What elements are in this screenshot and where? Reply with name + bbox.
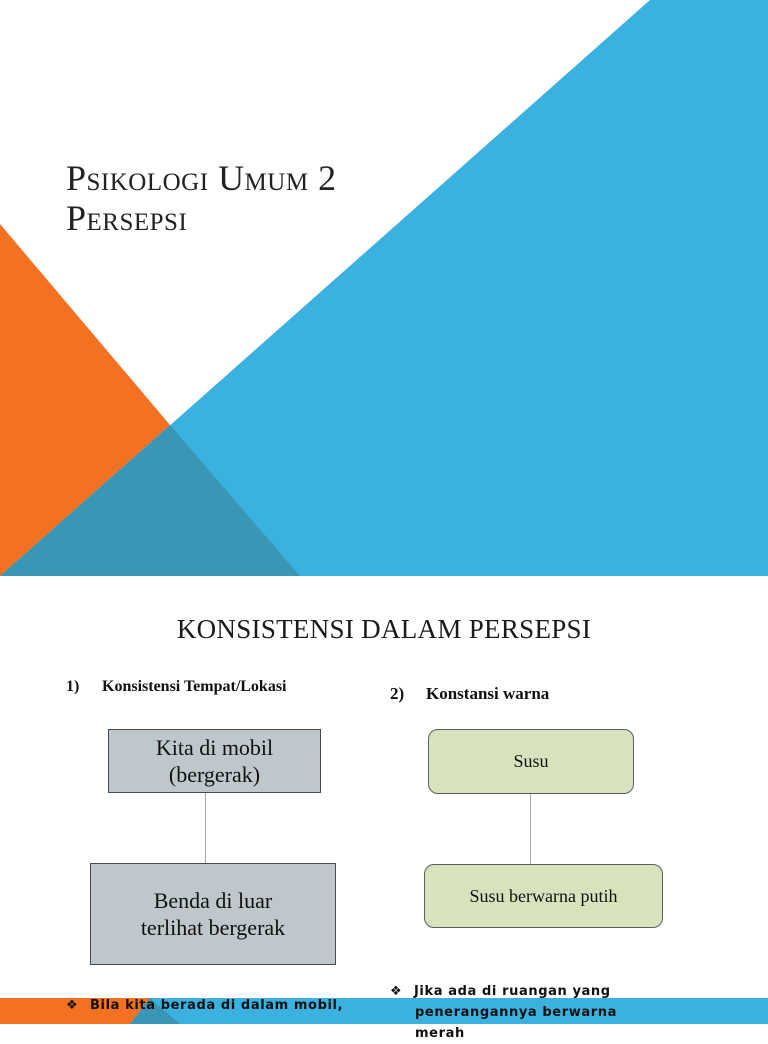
section-label-1: Konsistensi Tempat/Lokasi [102, 678, 287, 695]
bullet-left [66, 998, 366, 1013]
diagram-box-kita-di-mobil [108, 729, 321, 793]
section-heading-1 [66, 678, 287, 696]
bullet-right [390, 981, 670, 1044]
diagram-box-susu [428, 729, 634, 794]
diagram-box-susu-berwarna-putih [424, 864, 663, 928]
bullet-left-text: Bila kita berada di dalam mobil, [90, 998, 344, 1013]
slide-gap [0, 576, 768, 588]
section-label-2: Konstansi warna [426, 684, 550, 703]
connector-line-right [530, 794, 531, 864]
diagram-box-benda-di-luar [90, 863, 336, 965]
box-b-line-1: Benda di luar [153, 888, 273, 913]
section-number-2: 2) [390, 684, 405, 703]
box-c-label: Susu [513, 751, 549, 771]
box-a-line-1: Kita di mobil [155, 735, 274, 760]
bullet-right-line-1: Jika ada di ruangan yang [414, 984, 611, 999]
title-line-1: Psikologi Umum 2 [66, 158, 337, 198]
box-d-label: Susu berwarna putih [469, 885, 618, 906]
bullet-right-line-2: penerangannya berwarna merah [415, 1005, 617, 1041]
title-line-2: Persepsi [66, 198, 188, 238]
slide-heading: KONSISTENSI DALAM PERSEPSI [176, 614, 592, 644]
section-number-1: 1) [66, 678, 80, 695]
box-a-line-2: (bergerak) [168, 762, 261, 787]
diamond-bullet-icon: ❖ [390, 984, 403, 999]
slide-title [66, 158, 586, 238]
diamond-bullet-icon: ❖ [66, 998, 79, 1013]
section-heading-2 [390, 684, 549, 704]
box-b-line-2: terlihat bergerak [140, 915, 286, 940]
content-slide [0, 588, 768, 1041]
connector-line-left [205, 793, 206, 863]
